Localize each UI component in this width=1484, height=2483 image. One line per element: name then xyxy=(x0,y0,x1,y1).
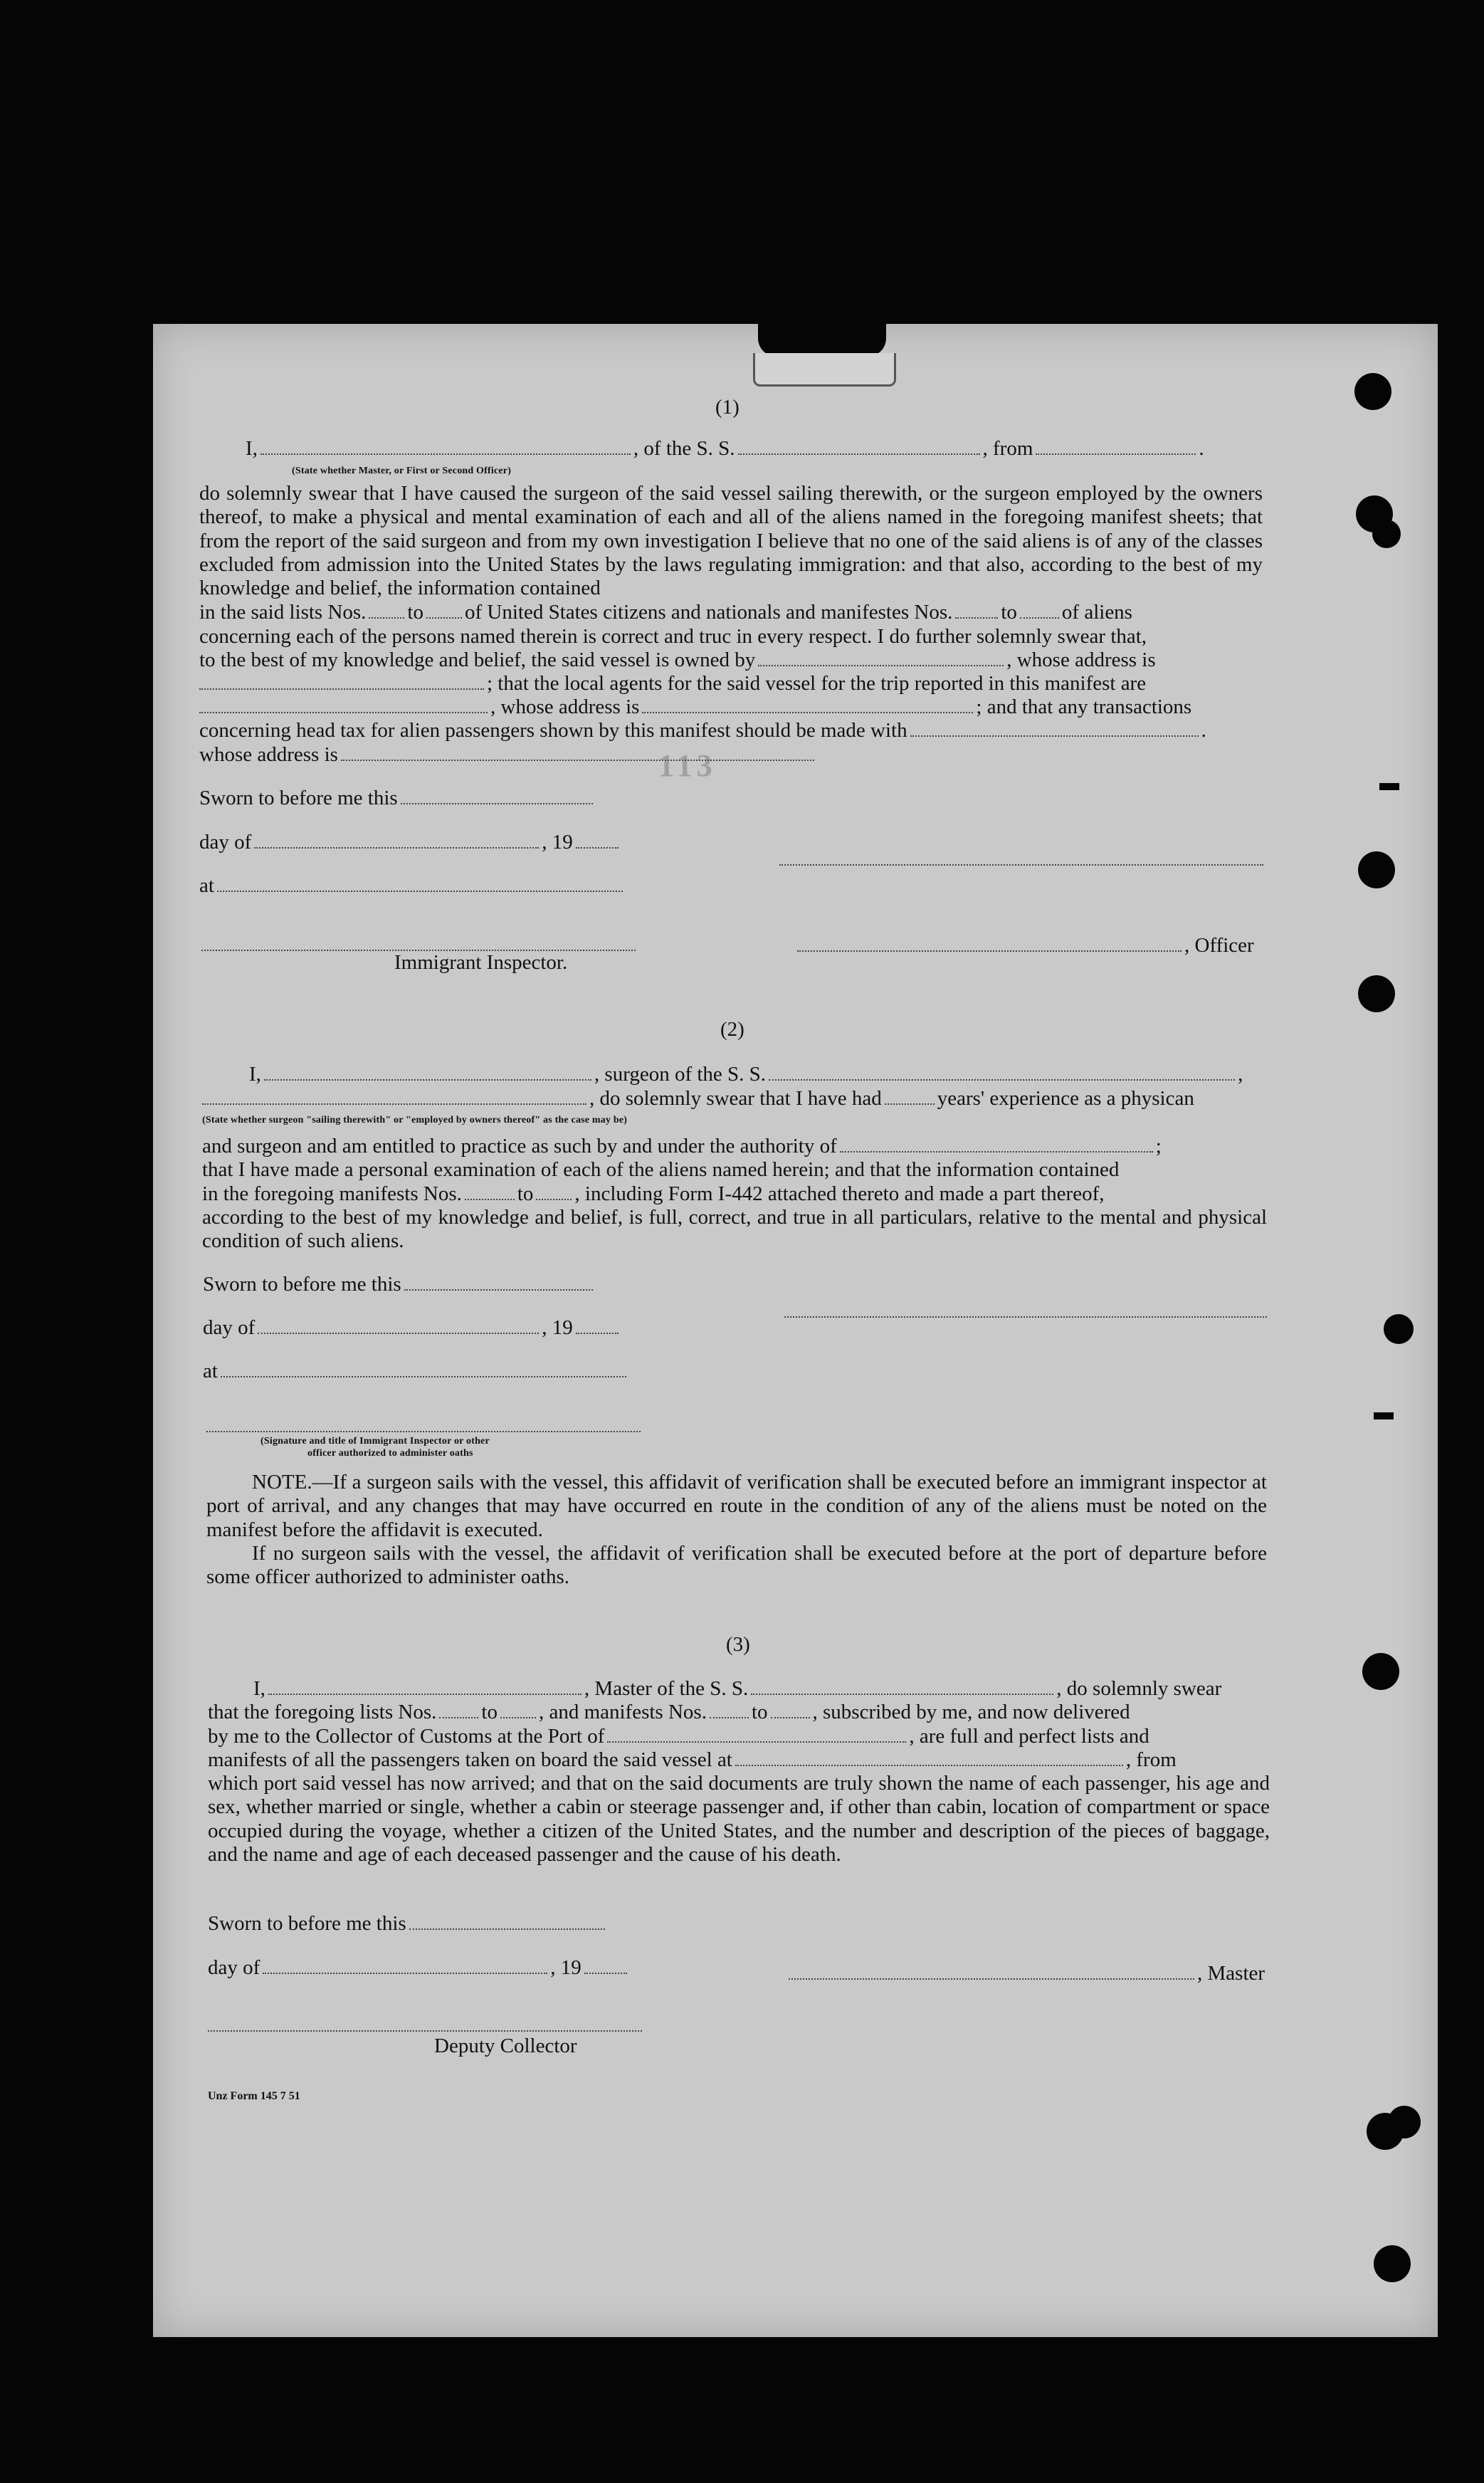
sworn-line xyxy=(208,1912,608,1936)
signature-note: officer authorized to administer oaths xyxy=(307,1448,473,1459)
text: whose address is xyxy=(199,743,338,766)
head-tax-line xyxy=(199,719,1206,742)
agents-address-field[interactable] xyxy=(642,711,973,713)
master-name-field[interactable] xyxy=(268,1693,582,1695)
year-field[interactable] xyxy=(576,1332,619,1334)
text: in the foregoing manifests Nos. xyxy=(202,1182,462,1205)
punch-hole xyxy=(1354,373,1391,410)
day-of-line xyxy=(208,1956,630,1980)
surgeon-vessel-field[interactable] xyxy=(769,1078,1235,1081)
text: concerning head tax for alien passengers shown by this manifest should be made with xyxy=(199,719,907,742)
manifests-line xyxy=(202,1182,1104,1206)
officer-note: (State whether Master, or First or Second Officer) xyxy=(292,466,512,476)
from-port-field[interactable] xyxy=(1036,453,1196,455)
month-field[interactable] xyxy=(263,1972,547,1974)
owner-address-field[interactable] xyxy=(199,688,484,690)
punch-hole xyxy=(1358,975,1395,1012)
text: , surgeon of the S. S. xyxy=(594,1063,767,1086)
text: at xyxy=(203,1360,218,1382)
text: to the best of my knowledge and belief, the said vessel is owned by xyxy=(199,649,756,671)
deputy-label: Deputy Collector xyxy=(434,2035,577,2057)
note-paragraph xyxy=(206,1471,1267,1542)
text: , are full and perfect lists and xyxy=(909,1725,1149,1748)
sworn-line xyxy=(203,1273,596,1296)
note-text: NOTE.—If a surgeon sails with the vessel, this affidavit of verification shall be executed before an immigrant inspector at port of arrival, and any changes that may have occurred en route in the condition of any of the aliens must be noted on the manifest before the affidavit is executed. xyxy=(206,1471,1267,1541)
manifests-to-field[interactable] xyxy=(1020,616,1059,619)
text: . xyxy=(1199,437,1204,460)
officer-name-field[interactable] xyxy=(797,950,1182,952)
surgeon-name-field[interactable] xyxy=(264,1078,591,1081)
deputy-signature-line[interactable] xyxy=(208,2030,642,2032)
officer-line xyxy=(797,934,1254,957)
text: day of xyxy=(208,1956,261,1979)
month-field[interactable] xyxy=(258,1332,539,1334)
surgeon-note: (State whether surgeon "sailing therewith" or "employed by owners thereof" as the case may be) xyxy=(202,1115,628,1125)
section-number: (1) xyxy=(715,396,740,419)
signature-note: (Signature and title of Immigrant Inspector or other xyxy=(261,1436,490,1447)
agents-field[interactable] xyxy=(199,711,488,713)
head-tax-field[interactable] xyxy=(910,735,1199,737)
lists-to-field[interactable] xyxy=(500,1716,536,1718)
inspector-label: Immigrant Inspector. xyxy=(394,951,568,974)
text: by me to the Collector of Customs at the Port of xyxy=(208,1725,605,1748)
text: manifests of all the passengers taken on board the said vessel at xyxy=(208,1748,732,1771)
text: to xyxy=(751,1701,768,1723)
text: in the said lists Nos. xyxy=(199,601,367,624)
experience-line xyxy=(202,1087,1194,1111)
text: , do solemnly swear xyxy=(1056,1677,1222,1700)
port-field[interactable] xyxy=(607,1741,906,1743)
sworn-day-field[interactable] xyxy=(401,802,593,804)
note-paragraph xyxy=(206,1542,1267,1590)
text: Sworn to before me this xyxy=(199,787,398,809)
text: . xyxy=(1201,719,1206,742)
text: to xyxy=(517,1182,534,1205)
boarding-port-field[interactable] xyxy=(735,1764,1123,1766)
inspector-signature-line[interactable] xyxy=(206,1431,641,1432)
text: to xyxy=(407,601,423,624)
master-line xyxy=(253,1677,1221,1701)
text: I, xyxy=(253,1677,265,1700)
year-field[interactable] xyxy=(584,1972,627,1974)
manifests-from-field[interactable] xyxy=(955,616,998,619)
punch-notch xyxy=(1374,1412,1394,1419)
manifests-to-field[interactable] xyxy=(771,1716,810,1718)
punch-hole xyxy=(1374,2245,1411,2282)
sworn-day-field[interactable] xyxy=(409,1928,605,1930)
text: at xyxy=(199,874,214,897)
master-vessel-field[interactable] xyxy=(751,1693,1053,1695)
condition-paragraph: according to the best of my knowledge and belief, is full, correct, and true in all particulars, relative to the mental and physical condition of such aliens. xyxy=(202,1206,1267,1253)
manifest-from-field[interactable] xyxy=(465,1198,515,1200)
text: ; xyxy=(1155,1135,1162,1157)
text: ; that the local agents for the said vessel for the trip reported in this manifest are xyxy=(487,672,1147,695)
concerning-line: concerning each of the persons named therein is correct and truc in every respect. I do further solemnly swear that, xyxy=(199,625,1147,648)
text: , subscribed by me, and now delivered xyxy=(812,1701,1130,1723)
master-signature-field[interactable] xyxy=(789,1978,1194,1980)
day-of-line xyxy=(199,831,621,854)
section-number: (2) xyxy=(720,1018,744,1041)
text: , 19 xyxy=(542,831,573,854)
lists-line xyxy=(208,1701,1130,1724)
text: I, xyxy=(246,437,258,460)
head-tax-address-field[interactable] xyxy=(341,759,814,761)
text: , Master xyxy=(1197,1962,1265,1985)
whose-address-line xyxy=(199,743,817,767)
officer-declaration-line xyxy=(246,437,1204,461)
sworn-day-field[interactable] xyxy=(404,1288,593,1291)
at-line xyxy=(203,1360,629,1383)
text: , Officer xyxy=(1184,934,1254,957)
text: to xyxy=(1001,601,1017,624)
documents-paragraph: which port said vessel has now arrived; and that on the said documents are truly shown the name of each passenger, his age and sex, whether married or single, whether a cabin or steerage passenger and, if other than cabin, location of compartment or space occupied during the voyage, whether a citizen of the United States, and the number and description of the pieces of baggage, and the name and age of each deceased passenger and the cause of his death. xyxy=(208,1772,1270,1866)
owned-line xyxy=(199,649,1156,672)
text: , from xyxy=(1125,1748,1177,1771)
text: , and manifests Nos. xyxy=(538,1701,707,1723)
punch-hole xyxy=(1388,2106,1421,2138)
punch-hole xyxy=(1358,851,1395,888)
owner-field[interactable] xyxy=(758,664,1004,666)
text: , from xyxy=(982,437,1033,460)
text: years' experience as a physican xyxy=(937,1087,1194,1110)
place-field[interactable] xyxy=(221,1375,626,1377)
text: to xyxy=(481,1701,498,1723)
text: , xyxy=(1238,1063,1243,1086)
text: , including Form I-442 attached thereto and made a part thereof, xyxy=(574,1182,1105,1205)
collector-line xyxy=(208,1725,1149,1748)
section-number: (3) xyxy=(726,1633,750,1656)
punch-hole xyxy=(1384,1314,1414,1344)
lists-line xyxy=(199,601,1132,624)
agents-line xyxy=(199,672,1146,695)
place-field[interactable] xyxy=(217,890,623,892)
years-field[interactable] xyxy=(885,1103,935,1105)
lists-to-field[interactable] xyxy=(426,616,462,619)
text: that the foregoing lists Nos. xyxy=(208,1701,437,1723)
examination-line: that I have made a personal examination of each of the aliens named herein; and that the information contained xyxy=(202,1158,1120,1181)
form-number: Unz Form 145 7 51 xyxy=(208,2090,300,2102)
text: I, xyxy=(249,1063,261,1086)
text: and surgeon and am entitled to practice as such by and under the authority of xyxy=(202,1135,837,1157)
text: day of xyxy=(203,1316,256,1339)
manifests-from-field[interactable] xyxy=(710,1716,749,1718)
agents-address-line xyxy=(199,695,1191,719)
text: , of the S. S. xyxy=(633,437,735,460)
text: , do solemnly swear that I have had xyxy=(589,1087,882,1110)
practice-line xyxy=(202,1135,1162,1158)
faded-stamp: 113 xyxy=(658,748,717,783)
officer-rank-field[interactable] xyxy=(261,453,631,455)
oath-paragraph: do solemnly swear that I have caused the surgeon of the said vessel sailing therewith, or the surgeon employed by the owners thereof, to make a physical and mental examination of each and all of the aliens named in the foregoing manifest sheets; that from the report of the said surgeon and from my own investigation I believe that no one of the said aliens is of any of the classes excluded from admission into the United States by the laws regulating immigration: and that also, according to the best of my knowledge and belief, the information contained xyxy=(199,482,1263,600)
note-text: If no surgeon sails with the vessel, the affidavit of verification shall be executed before at the port of departure before some officer authorized to administer oaths. xyxy=(206,1542,1267,1589)
lists-from-field[interactable] xyxy=(369,616,404,619)
text: , Master of the S. S. xyxy=(584,1677,749,1700)
text: Sworn to before me this xyxy=(208,1912,406,1935)
month-field[interactable] xyxy=(254,846,539,849)
punch-hole xyxy=(1362,1653,1399,1690)
surgeon-signature-line[interactable] xyxy=(784,1316,1267,1318)
index-tab-card xyxy=(753,353,896,387)
binder-tab xyxy=(758,324,886,357)
passengers-line xyxy=(208,1748,1177,1772)
at-line xyxy=(199,874,626,898)
text: of aliens xyxy=(1061,601,1132,624)
lists-from-field[interactable] xyxy=(439,1716,478,1718)
text: Sworn to before me this xyxy=(203,1273,401,1296)
master-signature-line xyxy=(789,1962,1265,1985)
punch-hole xyxy=(1372,520,1401,548)
year-field[interactable] xyxy=(576,846,619,849)
officer-signature-line[interactable] xyxy=(779,864,1263,866)
day-of-line xyxy=(203,1316,621,1340)
text: , 19 xyxy=(550,1956,582,1979)
text: , 19 xyxy=(542,1316,573,1339)
text: , whose address is xyxy=(1006,649,1156,671)
text: , whose address is xyxy=(490,695,640,718)
text: ; and that any transactions xyxy=(976,695,1192,718)
authority-field[interactable] xyxy=(840,1150,1153,1153)
manifest-to-field[interactable] xyxy=(536,1198,572,1200)
text: day of xyxy=(199,831,252,854)
sworn-line xyxy=(199,787,596,810)
surgeon-line xyxy=(249,1063,1243,1086)
vessel-name-field[interactable] xyxy=(738,453,980,455)
surgeon-type-field[interactable] xyxy=(202,1103,586,1105)
text: of United States citizens and nationals and manifestes Nos. xyxy=(464,601,953,624)
punch-notch xyxy=(1379,783,1399,790)
